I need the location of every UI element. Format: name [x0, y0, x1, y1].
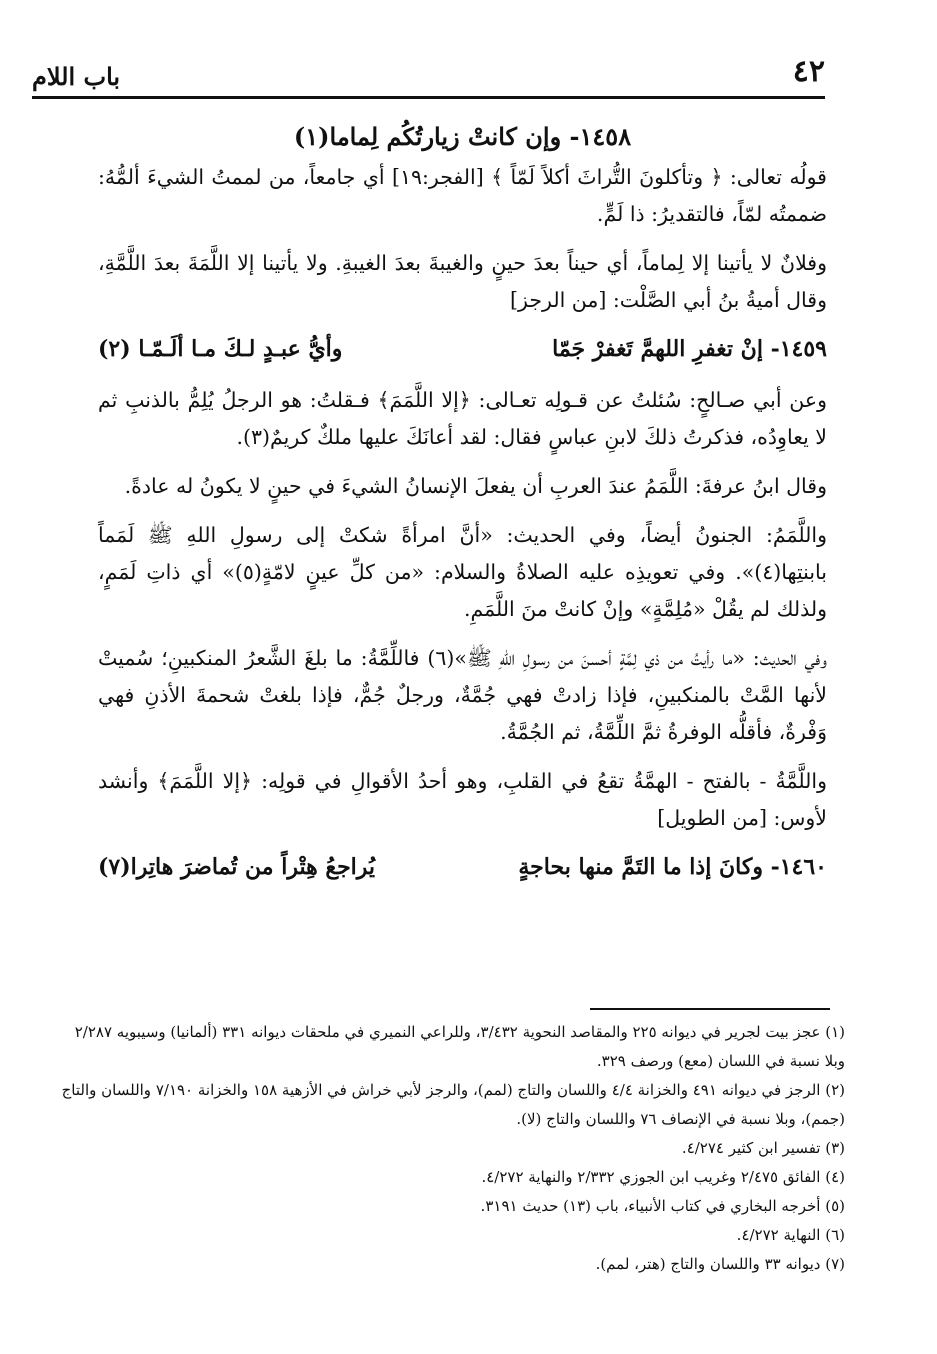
page-number: ٤٢	[792, 54, 825, 89]
page-header	[32, 50, 825, 99]
paragraph: وقال ابنُ عرفةَ: اللَّمَمُ عندَ العربِ أن يفعلَ الإنسانُ الشيءَ في حينٍ لا يكونُ له عادةً.	[124, 474, 827, 498]
verse-second-hemistich: وأيُّ عبـدٍ لـكَ مـا ألَـمّـا (٢)	[98, 336, 343, 362]
verse-1460	[98, 849, 827, 886]
paragraph: وعن أبي صـالحٍ: سُئلتُ عن قـولِه تعـالى: ﴿إلا اللَّمَمَ﴾ فـقلتُ: هو الرجلُ يُلِمُّ بالذنبِ ثم لا يعاوِدُه، فذكرتُ ذلكَ لابنِ عباسٍ فقال: لقد أعانَكَ عليها ملكٌ كريمٌ(٣).	[98, 388, 827, 449]
main-text	[98, 118, 827, 900]
footnote: (٧) ديوانه ٣٣ واللسان والتاج (هتر، لمم).	[595, 1255, 845, 1273]
paragraph: واللَّمَمُ: الجنونُ أيضاً، وفي الحديث: «أنَّ امرأةً شكتْ إلى رسولِ اللهِ ﷺ لَمَماً بابنتِها(٤)». وفي تعويذِه عليه الصلاةُ والسلام: «من كلِّ عينٍ لامّةٍ(٥)» أي ذاتِ لَمَمٍ، ولذلك لم يقُلْ «مُلِمَّةٍ» وإنْ كانتْ منَ اللَّمَمِ.	[98, 523, 828, 621]
footnote: (٤) الفائق ٢/٤٧٥ وغريب ابن الجوزي ٢/٣٣٢ والنهاية ٤/٢٧٢.	[481, 1168, 845, 1186]
footnote: (٢) الرجز في ديوانه ٤٩١ والخزانة ٤/٤ واللسان والتاج (لمم)، والرجز لأبي خراش في الأزهية ١٥٨ والخزانة ٧/١٩٠ واللسان والتاج (جمم)، وبلا نسبة في الإنصاف ٧٦ واللسان والتاج (لا).	[61, 1081, 845, 1128]
paragraph: وفي الحديث: «ما رأيتُ من ذي لِمَّةٍ أحسنَ من رسولِ اللهِ ﷺ»(٦) فاللِّمَّةُ: ما بلغَ الشَّعرُ المنكبينِ؛ سُميتْ لأنها المَّتْ بالمنكبينِ، فإذا زادتْ فهي جُمَّةٌ، ورجلٌ جُمٌّ، فإذا بلغتْ شحمةَ الأذنِ فهي وَفْرةٌ، فأقلُّه الوفرةُ ثمَّ اللِّمَّةُ، ثم الجُمَّةُ.	[98, 646, 828, 744]
verse-second-hemistich: يُراجعُ هِتْراً من تُماضرَ هاتِرا(٧)	[98, 854, 376, 880]
footnote: (١) عجز بيت لجرير في ديوانه ٢٢٥ والمقاصد النحوية ٣/٤٣٢، وللراعي النميري في ملحقات ديوانه ٣٣١ (ألمانيا) وسيبويه ٢/٢٨٧ وبلا نسبة في اللسان (معع) ورصف ٣٢٩.	[74, 1023, 845, 1070]
entry-1458-heading: ١٤٥٨- وإن كانتْ زيارتُكُم لِماما(١)	[293, 122, 632, 151]
footnote: (٣) تفسير ابن كثير ٤/٢٧٤.	[681, 1139, 845, 1157]
paragraph: وفلانٌ لا يأتينا إلا لِماماً، أي حيناً بعدَ حينٍ والغيبةَ بعدَ الغيبةِ. ولا يأتينا إلا اللَّمَةَ بعدَ اللَّمَّةِ، وقال أميةُ بنُ أبي الصَّلْت: [من الرجز]	[98, 251, 827, 312]
chapter-title: باب اللام	[32, 62, 121, 91]
footnotes	[60, 1018, 845, 1279]
verse-1459	[98, 331, 827, 368]
paragraph: واللَّمَّةُ - بالفتح - الهمَّةُ تقعُ في القلبِ، وهو أحدُ الأقوالِ في قولِه: ﴿إلا اللَّمَمَ﴾ وأنشد لأوس: [من الطويل]	[98, 769, 827, 830]
footnote: (٥) أخرجه البخاري في كتاب الأنبياء، باب (١٣) حديث ٣١٩١.	[480, 1197, 845, 1215]
paragraph: قولُه تعالى: ﴿ وتأكلونَ التُّراثَ أكلاً لَمّاً ﴾ [الفجر:١٩] أي جامعاً، من لممتُ الشيءَ ألمُّهُ: ضممتُه لمّاً، فالتقديرُ: ذا لَمٍّ.	[98, 165, 827, 226]
verse-first-hemistich: ١٤٥٩- إنْ تغفرِ اللهمَّ تَغفرْ جَمّا	[552, 336, 827, 362]
footnote-separator	[590, 1008, 830, 1010]
verse-first-hemistich: ١٤٦٠- وكانَ إذا ما التَمَّ منها بحاجةٍ	[518, 854, 827, 880]
footnote: (٦) النهاية ٤/٢٧٢.	[736, 1226, 845, 1244]
